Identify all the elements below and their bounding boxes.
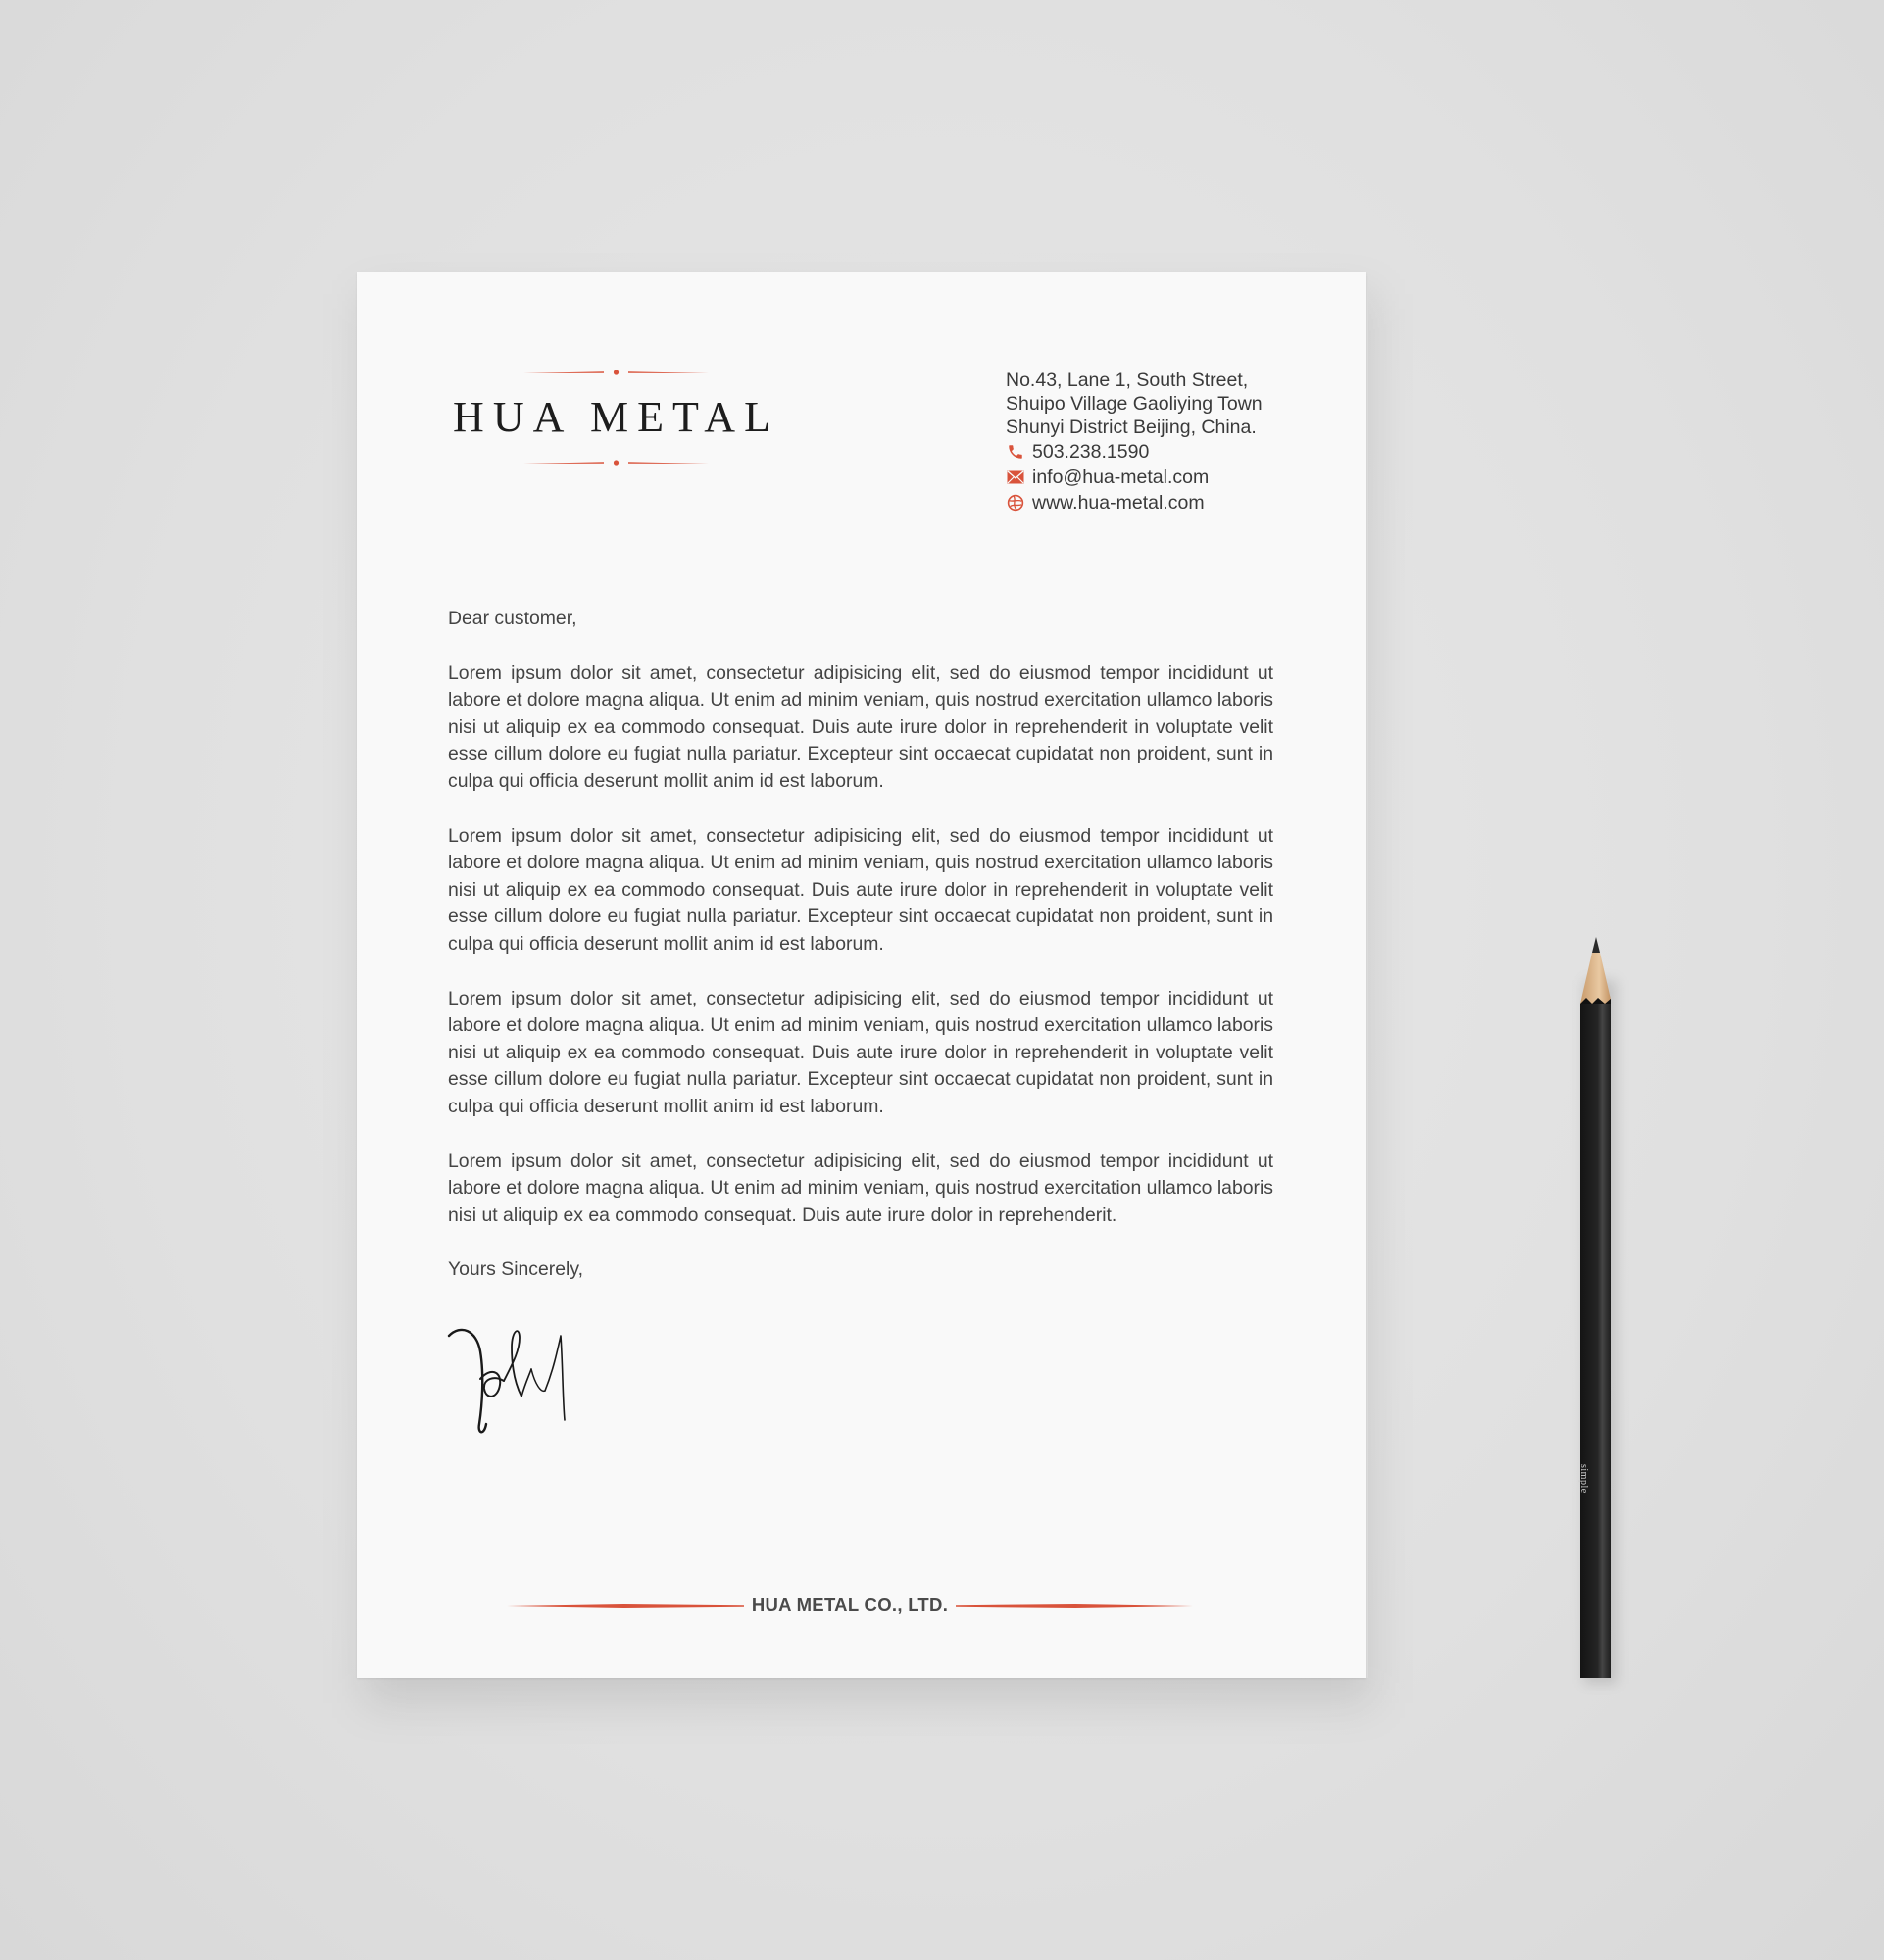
website-url[interactable]: www.hua-metal.com (1032, 491, 1205, 514)
contact-website (1006, 490, 1300, 515)
body-paragraph-4: Lorem ipsum dolor sit amet, consectetur adipisicing elit, sed do eiusmod tempor incididunt ut labore et dolore magna aliqua. Ut enim ad minim veniam, quis nostrud exercitation ullamco laboris nisi ut aliquip ex ea commodo consequat. Duis aute irure dolor in reprehenderit. (448, 1150, 1273, 1226)
address-line-2: Shuipo Village Gaoliying Town (1006, 393, 1263, 415)
footer (507, 1592, 1193, 1621)
contact-phone (1006, 439, 1300, 465)
handwritten-signature (447, 1314, 574, 1442)
letter-body (448, 606, 1273, 1284)
address-line-3: Shunyi District Beijing, China. (1006, 416, 1257, 438)
closing: Yours Sincerely, (448, 1258, 583, 1281)
body-paragraph-2: Lorem ipsum dolor sit amet, consectetur adipisicing elit, sed do eiusmod tempor incididunt ut labore et dolore magna aliqua. Ut enim ad minim veniam, quis nostrud exercitation ullamco laboris nisi ut aliquip ex ea commodo consequat. Duis aute irure dolor in reprehenderit in voluptate velit esse cillum dolore eu fugiat nulla pariatur. Excepteur sint occaecat cupidatat non proident, sunt in culpa qui officia deserunt mollit anim id est laborum. (448, 824, 1273, 955)
logo-wordmark: HUA METAL (453, 393, 779, 441)
body-paragraph-1: Lorem ipsum dolor sit amet, consectetur adipisicing elit, sed do eiusmod tempor incididunt ut labore et dolore magna aliqua. Ut enim ad minim veniam, quis nostrud exercitation ullamco laboris nisi ut aliquip ex ea commodo consequat. Duis aute irure dolor in reprehenderit in voluptate velit esse cillum dolore eu fugiat nulla pariatur. Excepteur sint occaecat cupidatat non proident, sunt in culpa qui officia deserunt mollit anim id est laborum. (448, 662, 1273, 792)
pencil (1579, 937, 1612, 1678)
company-logo (447, 370, 785, 468)
mail-icon (1006, 467, 1025, 487)
contact-email (1006, 465, 1300, 490)
address-line-1: No.43, Lane 1, South Street, (1006, 369, 1249, 391)
globe-icon (1006, 493, 1025, 513)
body-paragraph-3: Lorem ipsum dolor sit amet, consectetur adipisicing elit, sed do eiusmod tempor incididunt ut labore et dolore magna aliqua. Ut enim ad minim veniam, quis nostrud exercitation ullamco laboris nisi ut aliquip ex ea commodo consequat. Duis aute irure dolor in reprehenderit in voluptate velit esse cillum dolore eu fugiat nulla pariatur. Excepteur sint occaecat cupidatat non proident, sunt in culpa qui officia deserunt mollit anim id est laborum. (448, 987, 1273, 1117)
letterhead-paper (357, 272, 1366, 1678)
footer-company-name: HUA METAL CO., LTD. (751, 1594, 949, 1615)
pencil-brand-label: simple (1578, 1464, 1589, 1494)
email-address[interactable]: info@hua-metal.com (1032, 466, 1210, 488)
greeting: Dear customer, (448, 608, 577, 629)
phone-icon (1006, 442, 1025, 462)
phone-number[interactable]: 503.238.1590 (1032, 440, 1150, 463)
contact-block (1006, 368, 1300, 515)
